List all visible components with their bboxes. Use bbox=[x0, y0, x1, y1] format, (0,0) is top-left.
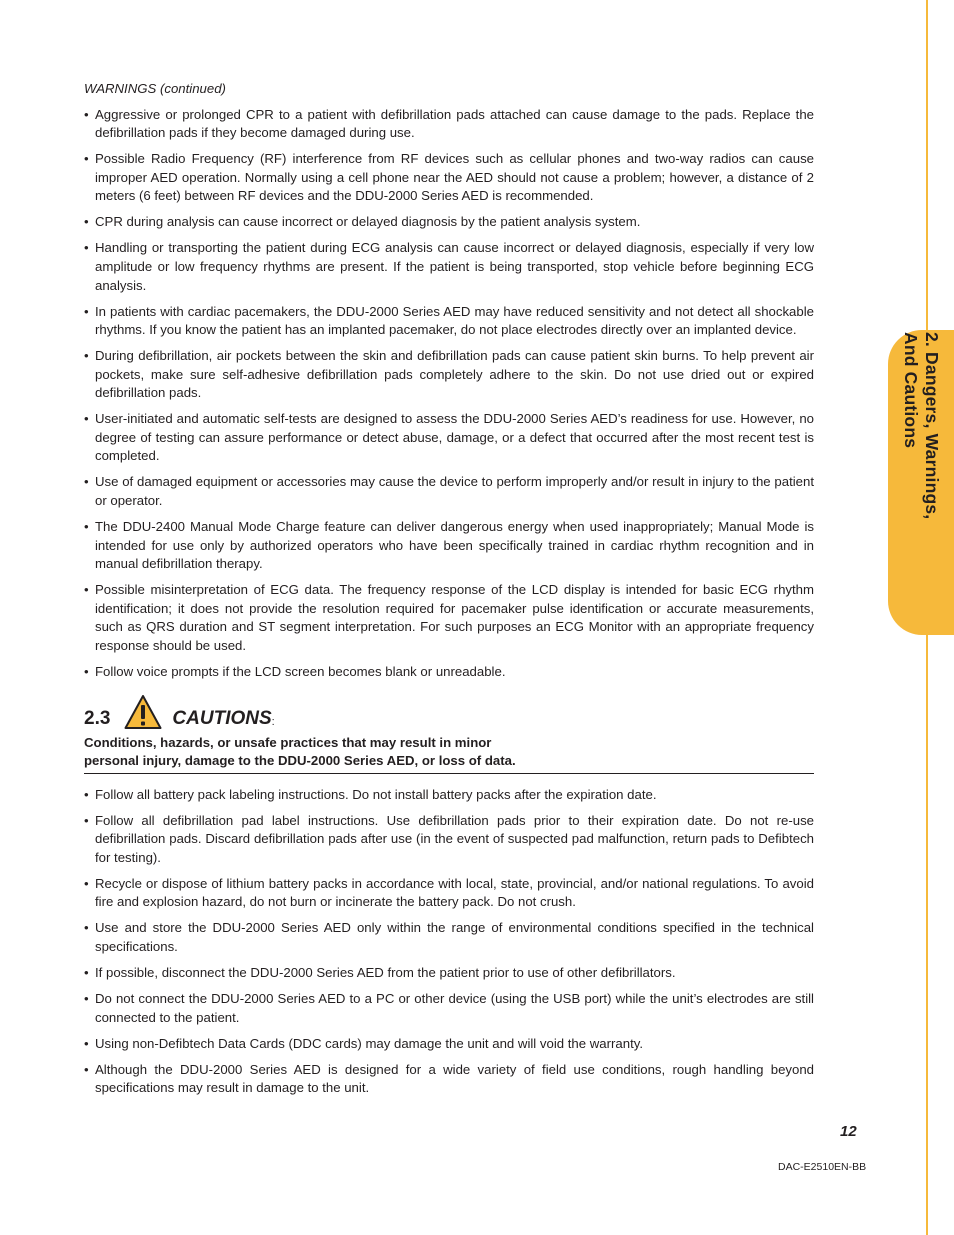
list-item: • User-initiated and automatic self-tests are designed to assess the DDU-2000 Series AED’s readiness for use. However, no degree of testing can assure performance or detect abuse, damage, or a defect that occurred after the most recent test is completed. bbox=[84, 411, 814, 464]
list-item: • Follow all defibrillation pad label instructions. Use defibrillation pads prior to their expiration date. Do not re-use defibrillation pads. Discard defibrillation pads after use (in the event of suspected pad malfunction, return pads to Defibtech for testing). bbox=[84, 812, 814, 865]
bullet: • bbox=[84, 1035, 89, 1051]
list-item: • Aggressive or prolonged CPR to a patient with defibrillation pads attached can cause damage to the pads. Replace the defibrillation pads if they become damaged during use. bbox=[84, 106, 814, 141]
list-item: • Although the DDU-2000 Series AED is designed for a wide variety of field use conditions, rough handling beyond specifications may result in damage to the unit. bbox=[84, 1061, 814, 1096]
bullet: • bbox=[84, 1061, 89, 1077]
list-item: • If possible, disconnect the DDU-2000 Series AED from the patient prior to use of other defibrillators. bbox=[84, 964, 814, 983]
list-item: • Use and store the DDU-2000 Series AED only within the range of environmental conditions specified in the technical specifications. bbox=[84, 920, 814, 955]
list-item: • Use of damaged equipment or accessories may cause the device to perform improperly and/or result in injury to the patient or operator. bbox=[84, 474, 814, 509]
section-number: 2.3 bbox=[84, 707, 111, 729]
bullet: • bbox=[84, 812, 89, 828]
cautions-subheading-line-1: Conditions, hazards, or unsafe practices that may result in minor bbox=[84, 734, 492, 750]
bullet: • bbox=[84, 582, 89, 598]
bullet: • bbox=[84, 303, 89, 319]
list-item: • Follow all battery pack labeling instructions. Do not install battery packs after the expiration date. bbox=[84, 786, 814, 805]
bullet: • bbox=[84, 965, 89, 981]
bullet: • bbox=[84, 348, 89, 364]
list-item: • The DDU-2400 Manual Mode Charge feature can deliver dangerous energy when used inappropriately; Manual Mode is intended for use only by authorized operators who have been specifically trained in cardiac rhythm recognition and in manual defibrillation therapy. bbox=[84, 519, 814, 572]
warning-triangle-icon bbox=[124, 694, 162, 730]
bullet: • bbox=[84, 214, 89, 230]
list-item: • Follow voice prompts if the LCD screen becomes blank or unreadable. bbox=[84, 663, 814, 682]
bullet: • bbox=[84, 519, 89, 534]
cautions-subheading bbox=[84, 734, 814, 774]
bullet: • bbox=[84, 106, 89, 122]
bullet: • bbox=[84, 411, 89, 427]
warnings-list bbox=[84, 106, 814, 682]
list-item: • In patients with cardiac pacemakers, the DDU-2000 Series AED may have reduced sensitivity and not detect all shockable rhythms. If you know the patient has an implanted pacemaker, do not place electrodes directly over an implanted device. bbox=[84, 303, 814, 338]
warnings-continued-label: WARNINGS (continued) bbox=[84, 81, 226, 96]
list-item: • Recycle or dispose of lithium battery packs in accordance with local, state, provincial, and/or national regulations. To avoid fire and explosion hazard, do not burn or incinerate the battery pack. Do not crush. bbox=[84, 875, 814, 910]
list-item: • Possible Radio Frequency (RF) interference from RF devices such as cellular phones and two-way radios can cause improper AED operation. Normally using a cell phone near the AED should not cause a problem; however, a distance of 2 meters (6 feet) between RF devices and the DDU-2000 Series AED is recommended. bbox=[84, 151, 814, 204]
chapter-tab-label bbox=[900, 332, 942, 632]
list-item: • Possible misinterpretation of ECG data. The frequency response of the LCD display is intended for basic ECG rhythm identification; it does not provide the resolution required for pacemaker pulse identification or accurate measurements, such as QRS duration and ST segment interpretation. For such purposes an ECG Monitor with an appropriate frequency response should be used. bbox=[84, 582, 814, 653]
list-item: • CPR during analysis can cause incorrect or delayed diagnosis by the patient analysis system. bbox=[84, 213, 814, 232]
bullet: • bbox=[84, 786, 89, 802]
bullet: • bbox=[84, 875, 89, 891]
document-code: DAC-E2510EN-BB bbox=[778, 1161, 867, 1173]
bullet: • bbox=[84, 663, 89, 679]
chapter-tab bbox=[888, 330, 954, 635]
chapter-tab-line-2: And Cautions bbox=[901, 332, 921, 449]
bullet: • bbox=[84, 151, 89, 167]
bullet: • bbox=[84, 920, 89, 936]
bullet: • bbox=[84, 240, 89, 256]
cautions-heading bbox=[84, 694, 814, 730]
section-title-colon: : bbox=[271, 715, 275, 728]
cautions-list bbox=[84, 786, 814, 1098]
page-number: 12 bbox=[840, 1123, 857, 1140]
list-item: • During defibrillation, air pockets between the skin and defibrillation pads can cause patient skin burns. To help prevent air pockets, make sure self-adhesive defibrillation pads completely adhere to the skin. Do not use dried out or expired defibrillation pads. bbox=[84, 348, 814, 401]
bullet: • bbox=[84, 991, 89, 1007]
page-content bbox=[84, 80, 814, 1105]
section-title: CAUTIONS bbox=[172, 707, 272, 729]
list-item: • Handling or transporting the patient during ECG analysis can cause incorrect or delayed diagnosis, especially if very low amplitude or low frequency rhythms are present. If the patient is being transported, stop vehicle before beginning ECG analysis. bbox=[84, 240, 814, 293]
list-item: • Using non-Defibtech Data Cards (DDC cards) may damage the unit and will void the warranty. bbox=[84, 1035, 814, 1054]
bullet: • bbox=[84, 474, 89, 490]
chapter-tab-line-1: 2. Dangers, Warnings, bbox=[922, 332, 942, 520]
list-item: • Do not connect the DDU-2000 Series AED to a PC or other device (using the USB port) while the unit’s electrodes are still connected to the patient. bbox=[84, 991, 814, 1025]
cautions-subheading-line-2: personal injury, damage to the DDU-2000 Series AED, or loss of data. bbox=[84, 753, 516, 769]
